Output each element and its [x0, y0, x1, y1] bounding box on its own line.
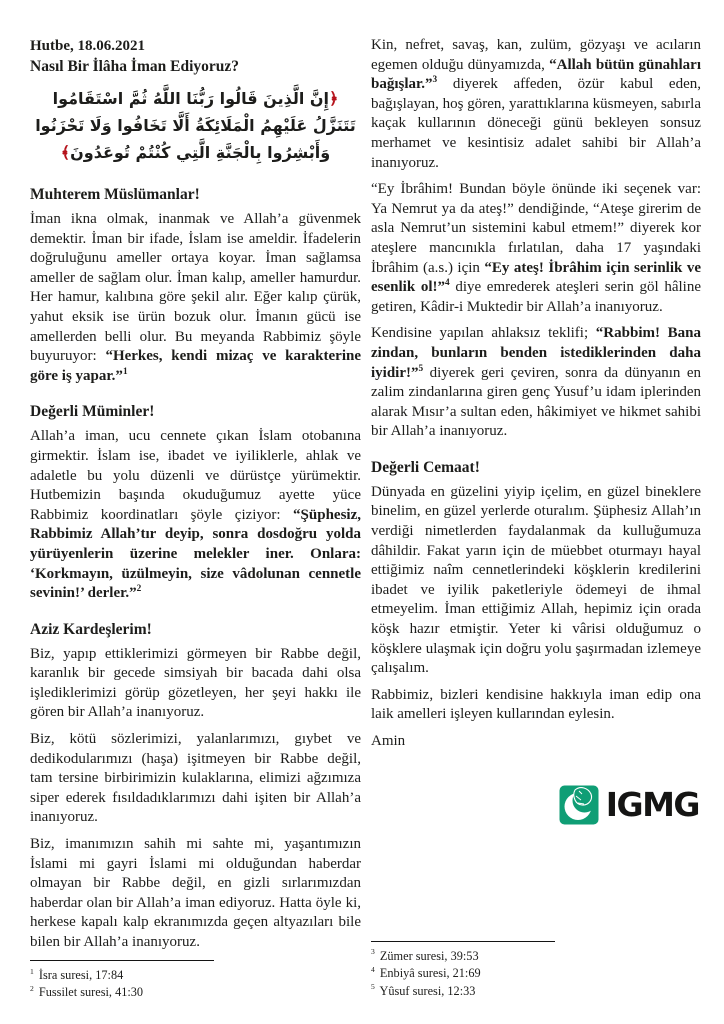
text-run: diye emrederek ateşleri serin göl hâline getiren, Kâdir-i Muktedir bir Allah’a inanıyoruz.: [371, 279, 701, 315]
text-run: İman ikna olmak, inanmak ve Allah’a güvenmek demektir. İman bir ifade, İslam ise ameldir. İfadelerin doğruluğunu ameller ortaya koyar. İman sağlamsa ameller de sağlam olur. İman kalıp, ameller hamurdur. Her hamur, kalıbına göre şekil alır. Eğer kalıp çürük, yahut eksik ise ürün bozuk olur. İmanın gücü ise amellerden belli olur. Bu meyanda Rabbimiz şöyle buyuruyor:: [30, 211, 361, 365]
section-heading: Muhterem Müslümanlar!: [30, 186, 200, 203]
left-column: [30, 0, 361, 1024]
text-run: Biz, yapıp ettiklerimizi görmeyen bir Rabbe değil, karanlık bir gecede simsiyah bir bacada dahi olsa işlediklerimizi görüp gözetleyen, her şeyi hakkı ile gören bir Allah’a inanıyoruz.: [30, 645, 361, 721]
text-run: “Rabbim! Bana zindan, bunların benden istediklerinden daha iyidir!”: [371, 325, 701, 381]
paragraph: [30, 210, 361, 386]
footnote: [30, 984, 361, 1002]
text-run: “Herkes, kendi mizaç ve karakterine göre iş yapar.”: [30, 348, 361, 384]
footnote: [30, 967, 361, 985]
text-run: Kendisine yapılan ahlaksız teklifi;: [371, 325, 596, 342]
footnote-ref: 4: [445, 278, 450, 289]
footnote-number: 4: [371, 964, 375, 974]
igmg-logo: [371, 785, 701, 825]
footnotes: [371, 941, 701, 1001]
paragraph: [371, 324, 701, 442]
text-run: Allah’a iman, ucu cennete çıkan İslam otobanına girmektir. İslam ise, ibadet ve iyiliklerle, ahlak ve adaletle bu yolu düzenli ve dürüstçe yürümektir. Hutbemizin başında okuduğumuz ayette yüce Rabbimiz koordinatları şöyle çiziyor:: [30, 428, 361, 523]
footnotes: [30, 960, 361, 1002]
section-heading: Değerli Cemaat!: [371, 458, 480, 476]
text-run: “Ey ateş! İbrâhim için serinlik ve esenlik ol!”: [371, 259, 701, 296]
footnote: [371, 965, 701, 983]
footnote-rule: [30, 960, 214, 961]
text-run: Biz, imanımızın sahih mi sahte mi, yaşantımızın İslami mi gayri İslami mi olduğundan haberdar olmayan bir Rabbe değil, en gizli sırlarımızdan haberdar olan bir Allah’a iman ediyoruz. Hatta öyle ki, herkese kapalı kalp ekranımızda geçen altyazıları bile bilen bir Allah’a inanıyoruz.: [30, 836, 361, 950]
paragraph: [30, 835, 361, 953]
footnote-ref: 2: [136, 584, 142, 595]
footnote-ref: 1: [122, 366, 128, 377]
date-line: Hutbe, 18.06.2021: [30, 38, 146, 54]
paragraph: [371, 686, 701, 725]
verse-ornament: ﴿: [329, 89, 339, 108]
footnote-text: Yûsuf suresi, 12:33: [379, 983, 476, 998]
footnote-number: 1: [30, 966, 34, 976]
footnote-number: 3: [371, 947, 375, 957]
footnote-ref: 3: [432, 75, 438, 86]
text-run: Rabbimiz, bizleri kendisine hakkıyla iman edip ona laik amelleri işleyen kullarından eylesin.: [371, 686, 701, 723]
paragraph: [371, 180, 701, 317]
text-run: diyerek geri çeviren, sonra da dünyanın en zalim zindanlarına giren genç Yusuf’u idam iplerinden alarak Mısır’a sultan eden, hâkimiyet ve hikmet sahibi bir Allah’a inanıyoruz.: [371, 364, 701, 440]
arabic-verse: [30, 85, 361, 166]
paragraph: [371, 36, 701, 173]
text-run: Amin: [371, 733, 406, 749]
section-heading: Aziz Kardeşlerim!: [30, 620, 152, 638]
footnote-text: Fussilet suresi, 41:30: [38, 985, 144, 1000]
footnote: [371, 983, 701, 1001]
footnote-rule: [371, 941, 555, 942]
paragraph: [371, 732, 701, 752]
text-run: diyerek affeden, özür kabul eden, bağışlayan, hoş gören, yarattıklarına küsmeyen, sabırla kaçak kullarının döneceği günü bekleyen sonsuz merhamet ve kesintisiz adalet sahibi bir Allah’a inanıyoruz.: [371, 76, 701, 171]
igmg-logo-text: IGMG: [605, 785, 699, 825]
text-run: Kin, nefret, savaş, kan, zulüm, gözyaşı ve acıların egemen olduğu dünyamızda,: [371, 37, 701, 73]
text-run: “Allah bütün günahları bağışlar.”: [371, 56, 701, 93]
text-run: “Ey İbrâhim! Bundan böyle önünde iki seçenek var: Ya Nemrut ya da ateş!” dendiğinde, “Ateşe girerim de asla Nemrut’un sistemini kabul etmem!” diyerek kor ateşlere mancınıkla fırlatılan, daha 17 yaşındaki İbrâhim (a.s.) için: [371, 181, 701, 276]
footnote-text: Enbiyâ suresi, 21:69: [379, 966, 481, 980]
paragraph: [371, 483, 701, 679]
text-run: Dünyada en güzelini yiyip içelim, en güzel bineklere binelim, en güzel yerlerde oturalım. Şüphesiz Allah’ın verdiği nimetlerden faydalanmak da kulluğumuza dâhildir. Fakat yarın için de müebbet oturmayı hayal ettiğimiz naîm cennetlerindeki köşklerin kredilerini ibadet ve iyilik paketleriyle ödemeyi de ihmal etmeyelim. İman ettiğimiz Allah, hepimiz için orada köşk hazır etmiştir. Yeter ki vârisi olduğumuz o köşklere ulaşmak için doğru yolu şaşırmadan izlemeye çalışalım.: [371, 483, 701, 677]
text-run: Biz, kötü sözlerimizi, yalanlarımızı, gıybet ve dedikodularımızı (haşa) işitmeyen bir Rabbe değil, tam tersine birbirimizin kulaklarına, elimizi ağzımıza siper ederek fısıldadıklarımızı dahi işiten bir Allah’a inanıyoruz.: [30, 731, 361, 826]
page-title: Nasıl Bir İlâha İman Ediyoruz?: [30, 58, 240, 75]
text-run: “Şüphesiz, Rabbimiz Allah’tır deyip, sonra dosdoğru yolda yürüyenlerin üzerine melekler iner. Onlara: ‘Korkmayın, üzülmeyin, size vâdolunan cennetle sevinin!’ derler.”: [30, 506, 361, 602]
right-column: [371, 0, 701, 1024]
verse-ornament: ﴾: [60, 143, 71, 162]
footnote-text: Zümer suresi, 39:53: [379, 948, 479, 963]
igmg-logo-icon: [559, 785, 599, 825]
text-run: إِنَّ الَّذِينَ قَالُوا رَبُّنَا اللَّهُ ثُمَّ اسْتَقَامُوا تَتَنَزَّلُ عَلَيْهِمُ الْمَلَائِكَةُ أَلَّا تَخَافُوا وَلَا تَحْزَنُوا وَأَبْشِرُوا بِالْجَنَّةِ الَّتِي كُنْتُمْ تُوعَدُونَ: [35, 89, 356, 162]
footnote-text: İsra suresi, 17:84: [38, 967, 124, 982]
footnote: [371, 948, 701, 966]
footnote-ref: 5: [418, 363, 424, 374]
paragraph: [30, 645, 361, 723]
paragraph: [30, 730, 361, 828]
footnote-number: 5: [371, 982, 375, 992]
footnote-number: 2: [30, 984, 34, 993]
section-heading: Değerli Müminler!: [30, 403, 155, 421]
paragraph: [30, 427, 361, 603]
